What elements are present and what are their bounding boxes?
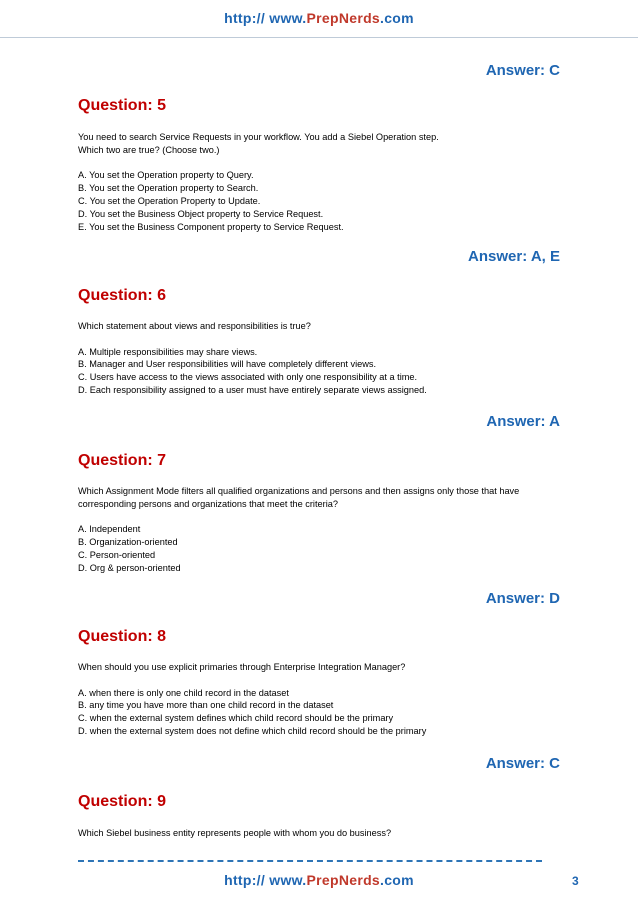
question-9-body bbox=[78, 827, 568, 840]
answer-option: C. when the external system defines which child record should be the primary bbox=[78, 713, 394, 724]
header-link-brand: PrepNerds bbox=[306, 10, 381, 26]
footer-link-prefix: http:// www. bbox=[224, 872, 307, 888]
question-5-title: Question: 5 bbox=[78, 97, 167, 114]
answer-option: B. You set the Operation property to Search. bbox=[78, 183, 259, 194]
header-link[interactable] bbox=[0, 10, 638, 26]
footer-link[interactable] bbox=[0, 872, 638, 888]
question-9-title: Question: 9 bbox=[78, 793, 167, 810]
question-8-title: Question: 8 bbox=[78, 628, 167, 645]
answer-option: D. Each responsibility assigned to a user must have entirely separate views assigned. bbox=[78, 384, 427, 395]
answer-option: B. any time you have more than one child record in the dataset bbox=[78, 700, 334, 711]
question-6-title: Question: 6 bbox=[78, 287, 167, 304]
footer-link-brand: PrepNerds bbox=[306, 872, 381, 888]
answer-option: A. when there is only one child record in the dataset bbox=[78, 687, 289, 698]
question-stem-line: Which statement about views and responsibilities is true? bbox=[78, 321, 311, 331]
answer-question-7: Answer: D bbox=[485, 590, 560, 607]
question-stem-line: Which two are true? (Choose two.) bbox=[78, 144, 220, 155]
answer-option: D. when the external system does not define which child record should be the primary bbox=[78, 725, 427, 736]
question-7-body bbox=[78, 485, 568, 575]
header-link-suffix: .com bbox=[380, 10, 414, 26]
question-5-body bbox=[78, 131, 568, 233]
answer-option: C. Users have access to the views associated with only one responsibility at a time. bbox=[78, 372, 418, 383]
question-8-body bbox=[78, 661, 568, 738]
header-link-prefix: http:// www. bbox=[224, 10, 307, 26]
answer-option: E. You set the Business Component property to Service Request. bbox=[78, 221, 344, 232]
answer-option: C. You set the Operation Property to Update. bbox=[78, 195, 261, 206]
answer-option: D. Org & person-oriented bbox=[78, 562, 181, 573]
question-stem-line: corresponding persons and organizations that meet the criteria? bbox=[78, 498, 338, 509]
footer-link-suffix: .com bbox=[380, 872, 414, 888]
question-stem-line: Which Assignment Mode filters all qualified organizations and persons and then assigns only those that have bbox=[78, 486, 520, 496]
question-stem-line: Which Siebel business entity represents people with whom you do business? bbox=[78, 828, 392, 838]
answer-option: D. You set the Business Object property to Service Request. bbox=[78, 208, 324, 219]
answer-option: C. Person-oriented bbox=[78, 549, 156, 560]
question-stem-line: When should you use explicit primaries through Enterprise Integration Manager? bbox=[78, 662, 406, 672]
answer-question-6: Answer: A bbox=[486, 413, 560, 430]
answer-question-4: Answer: C bbox=[485, 62, 560, 79]
answer-question-5: Answer: A, E bbox=[468, 248, 560, 265]
question-6-body bbox=[78, 320, 568, 397]
answer-option: A. You set the Operation property to Query. bbox=[78, 170, 254, 181]
answer-option: B. Manager and User responsibilities will have completely different views. bbox=[78, 359, 377, 370]
question-stem-line: You need to search Service Requests in your workflow. You add a Siebel Operation step. bbox=[78, 132, 439, 142]
answer-option: A. Multiple responsibilities may share views. bbox=[78, 346, 258, 357]
question-7-title: Question: 7 bbox=[78, 452, 167, 469]
footer-divider bbox=[78, 860, 542, 862]
header-divider bbox=[0, 37, 638, 38]
answer-option: A. Independent bbox=[78, 524, 141, 535]
answer-option: B. Organization-oriented bbox=[78, 537, 178, 548]
page-number: 3 bbox=[572, 874, 579, 888]
answer-question-8: Answer: C bbox=[485, 755, 560, 772]
